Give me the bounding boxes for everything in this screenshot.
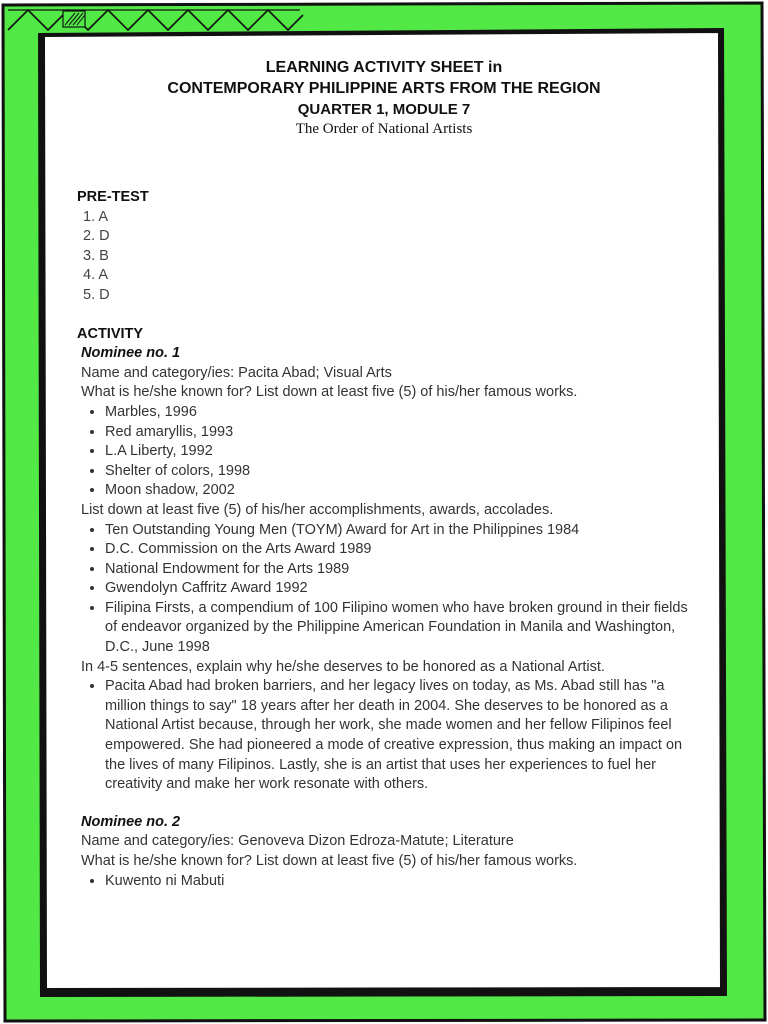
list-item: • Shelter of colors, 1998 [105, 462, 697, 482]
list-item: • Ten Outstanding Young Men (TOYM) Award for Art in the Philippines 1984 [105, 521, 697, 541]
hatch-icon [63, 11, 85, 27]
activity-title: ACTIVITY [77, 325, 144, 342]
pretest-answer: 2. D [83, 228, 110, 245]
nominee-1-explanation-list [77, 677, 697, 795]
pretest-title: PRE-TEST [77, 189, 149, 205]
list-item: • Marbles, 1996 [105, 403, 697, 423]
list-item: • Moon shadow, 2002 [105, 481, 697, 501]
list-item: • Filipina Firsts, a compendium of 100 Filipino women who have broken ground in their fields of endeavor organized by the Philippine American Foundation in Manila and Washington, D.C., June 1998 [105, 599, 697, 658]
list-item: • Red amaryllis, 1993 [105, 423, 697, 443]
nominee-1-awards-list [77, 521, 697, 658]
list-item: • National Endowment for the Arts 1989 [105, 560, 697, 580]
header-line-3: QUARTER 1, MODULE 7 [297, 101, 471, 118]
explanation-text: • Pacita Abad had broken barriers, and her legacy lives on today, as Ms. Abad still has "a million things to say" 18 years after her death in 2004. She deserves to be honored as a National Artist because, through her work, she made women and her fellow Filipinos feel empowered. She had pioneered a mode of creative expression, thus making an impact on the lives of many Filipinos. Lastly, she is an artist that uses her experiences to fuel her creativity and make her work resonate with others. [105, 677, 697, 795]
nominee-1-awards-prompt: List down at least five (5) of his/her accomplishments, awards, accolades. [81, 501, 554, 518]
nominee-1-explain-prompt: In 4-5 sentences, explain why he/she deserves to be honored as a National Artist. [81, 658, 605, 675]
nominee-2-name: Name and category/ies: Genoveva Dizon Edroza-Matute; Literature [81, 833, 514, 850]
nominee-2-heading: Nominee no. 2 [81, 813, 181, 830]
nominee-1-works-list [77, 403, 697, 501]
document-body [77, 188, 697, 891]
pretest-answer: 1. A [83, 208, 108, 225]
nominee-1-heading: Nominee no. 1 [81, 345, 181, 362]
nominee-1-name: Name and category/ies: Pacita Abad; Visual Arts [81, 364, 392, 381]
nominee-1-works-prompt: What is he/she known for? List down at least five (5) of his/her famous works. [81, 384, 578, 401]
pretest-answer: 4. A [83, 267, 108, 284]
list-item: • Kuwento ni Mabuti [105, 872, 697, 892]
header-line-4: The Order of National Artists [295, 121, 473, 137]
header-line-1: LEARNING ACTIVITY SHEET in [265, 59, 503, 76]
list-item: • Gwendolyn Caffritz Award 1992 [105, 579, 697, 599]
list-item: • L.A Liberty, 1992 [105, 442, 697, 462]
nominee-2-works-list [77, 872, 697, 892]
document-header [44, 58, 724, 139]
nominee-2-works-prompt: What is he/she known for? List down at least five (5) of his/her famous works. [81, 853, 578, 869]
sheet-content [44, 32, 724, 992]
list-item: • D.C. Commission on the Arts Award 1989 [105, 540, 697, 560]
pretest-answer: 3. B [83, 247, 109, 264]
pretest-answer: 5. D [83, 286, 110, 303]
header-line-2: CONTEMPORARY PHILIPPINE ARTS FROM THE REGION [167, 80, 601, 97]
